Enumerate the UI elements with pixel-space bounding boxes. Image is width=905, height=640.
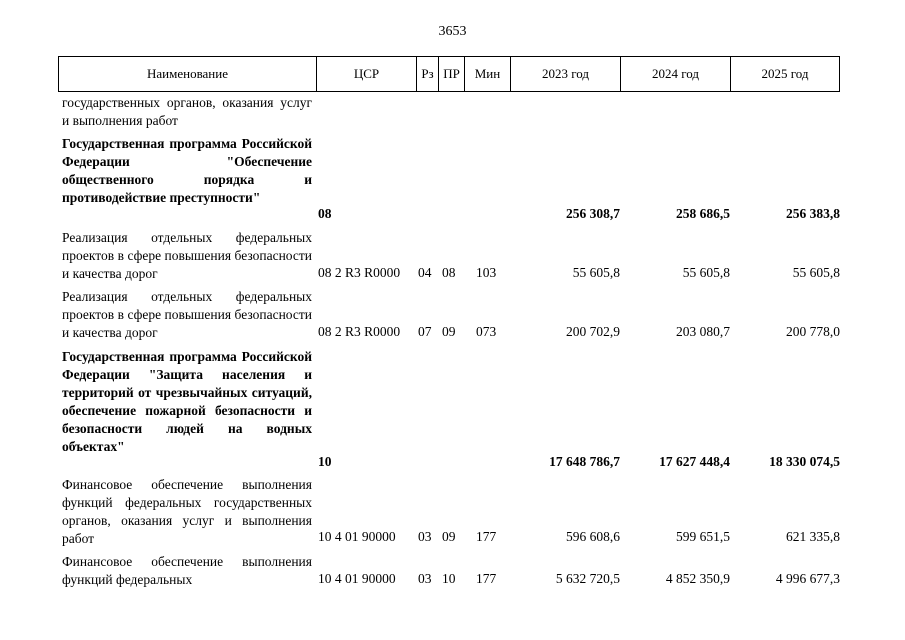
table-header (58, 56, 840, 92)
row-2023: 55 605,8 (572, 265, 620, 280)
header-min: Мин (465, 57, 511, 91)
row-pr: 09 (442, 324, 456, 339)
row-csr: 10 (318, 454, 332, 469)
row-2025: 200 778,0 (786, 324, 840, 339)
row-2023: 256 308,7 (566, 206, 620, 221)
row-2024: 55 605,8 (682, 265, 730, 280)
row-rz: 07 (418, 324, 432, 339)
row-2025: 4 996 677,3 (775, 571, 840, 586)
row-min: 177 (476, 571, 497, 586)
row-2024: 599 651,5 (676, 529, 730, 544)
row-min: 073 (476, 324, 497, 339)
row-2023: 596 608,6 (566, 529, 620, 544)
header-2025: 2025 год (761, 66, 809, 81)
row-csr: 10 4 01 90000 (318, 529, 396, 544)
header-csr: ЦСР (317, 57, 417, 91)
row-2023: 17 648 786,7 (549, 454, 620, 469)
row-name: Финансовое обеспечение выполнения функций федеральных государственных органов, оказания услуг и выполнения работ (62, 477, 312, 546)
row-rz: 04 (418, 265, 432, 280)
header-name: Наименование (59, 57, 317, 91)
row-csr: 08 2 R3 R0000 (318, 265, 401, 280)
row-name: Государственная программа Российской Федерации "Защита населения и территорий от чрезвычайных ситуаций, обеспечение пожарной безопасности и безопасности людей на водных объектах" (62, 349, 312, 454)
row-pr: 08 (442, 265, 456, 280)
row-2025: 621 335,8 (786, 529, 840, 544)
row-name: Финансовое обеспечение выполнения функций федеральных (62, 554, 312, 587)
row-2024: 4 852 350,9 (665, 571, 730, 586)
row-2024: 17 627 448,4 (659, 454, 730, 469)
header-rz: Рз (417, 57, 439, 91)
row-name: Государственная программа Российской Федерации "Обеспечение общественного порядка и противодействие преступности" (62, 136, 312, 205)
header-pr: ПР (439, 57, 465, 91)
row-pr: 09 (442, 529, 456, 544)
row-min: 103 (476, 265, 497, 280)
row-2024: 258 686,5 (676, 206, 730, 221)
row-name: Реализация отдельных федеральных проектов в сфере повышения безопасности и качества дорог (62, 289, 312, 340)
row-2024: 203 080,7 (676, 324, 730, 339)
row-name: государственных органов, оказания услуг и выполнения работ (62, 95, 312, 128)
row-csr: 08 (318, 206, 332, 221)
row-csr: 08 2 R3 R0000 (318, 324, 401, 339)
page-number: 3653 (438, 24, 467, 39)
row-csr: 10 4 01 90000 (318, 571, 396, 586)
row-min: 177 (476, 529, 497, 544)
row-2023: 200 702,9 (566, 324, 620, 339)
row-name: Реализация отдельных федеральных проектов в сфере повышения безопасности и качества дорог (62, 230, 312, 281)
row-2025: 256 383,8 (786, 206, 840, 221)
header-2023: 2023 год (511, 57, 621, 91)
row-pr: 10 (442, 571, 456, 586)
row-2023: 5 632 720,5 (555, 571, 620, 586)
row-2025: 18 330 074,5 (769, 454, 840, 469)
row-rz: 03 (418, 529, 432, 544)
row-2025: 55 605,8 (792, 265, 840, 280)
header-2024: 2024 год (621, 57, 731, 91)
row-rz: 03 (418, 571, 432, 586)
